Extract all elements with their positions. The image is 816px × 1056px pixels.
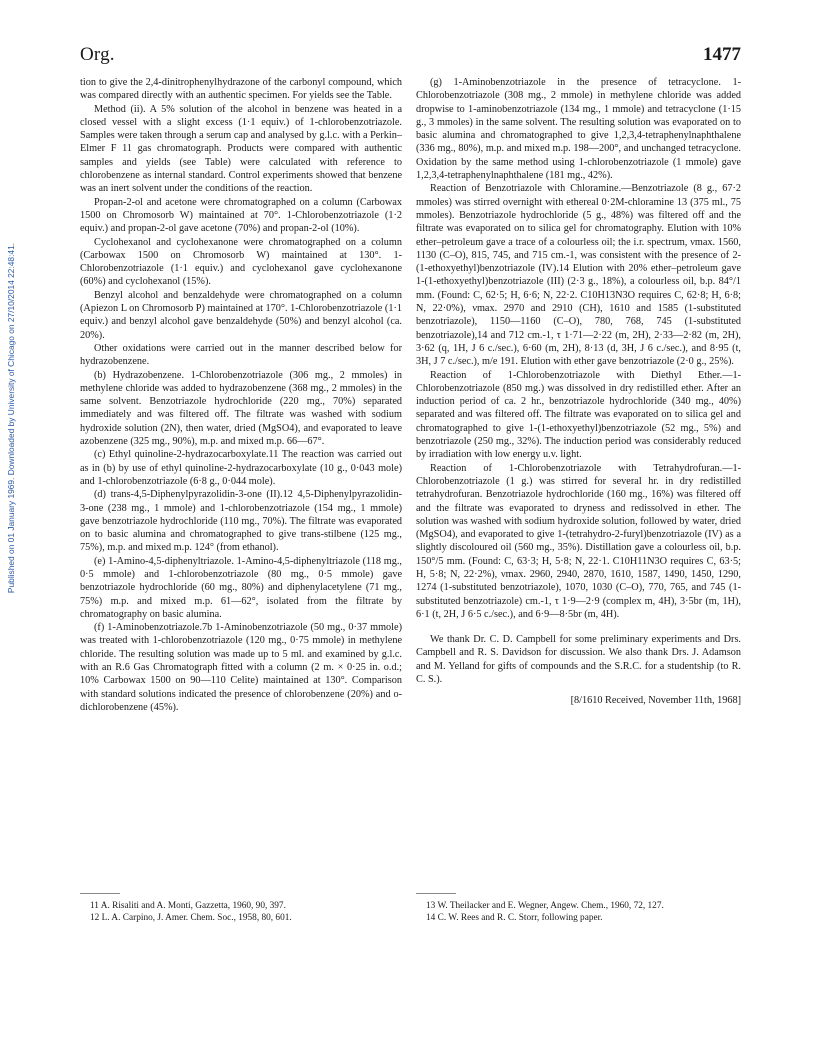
paragraph: tion to give the 2,4-dinitrophenylhydrazone of the carbonyl compound, which was compared directly with an authentic specimen. For yields see the Table. [80, 77, 402, 102]
left-column [80, 76, 402, 714]
journal-section-label: Org. [80, 44, 115, 65]
right-column [416, 76, 741, 708]
acknowledgements: We thank Dr. C. D. Campbell for some preliminary experiments and Drs. Campbell and R. S. Davidson for discussion. We also thank Drs. J. Adamson and M. Yelland for gifts of compounds and the S.R.C. for a studentship (to R. C. S.). [416, 634, 741, 686]
paragraph: (d) trans-4,5-Diphenylpyrazolidin-3-one (II).12 4,5-Diphenylpyrazolidin-3-one (238 mg., 1 mmole) and 1-chlorobenzotriazole (154 mg., 1 mmole) gave benzotriazole hydrochloride (110 mg., 70%). The filtrate was evaporated on to basic alumina and chromatographed to give trans-stilbene (125 mg., 75%), m.p. and mixed m.p. 124° (from ethanol). [80, 489, 402, 554]
download-watermark-text: Published on 01 January 1969. Downloaded by University of Chicago on 27/10/2014 22:48:41. [6, 242, 16, 594]
paragraph: Method (ii). A 5% solution of the alcohol in benzene was heated in a closed vessel with a slight excess (1·1 equiv.) of 1-chlorobenzotriazole. Samples were taken through a serum cap and analysed by g.l.c. with a Perkin–Elmer F 11 gas chromatograph. Products were compared with authentic samples and yields (see Table) were calculated with reference to chlorobenzene as internal standard. Control experiments showed that benzene was an inert solvent under the conditions of the reaction. [80, 103, 402, 195]
paragraph: Reaction of Benzotriazole with Chloramine.—Benzotriazole (8 g., 67·2 mmoles) was stirred overnight with ethereal 0·2M-chloramine 13 (375 ml., 75 mmoles). Benzotriazole hydrochloride (5 g., 48%) was filtered off and the filtrate was evaporated on to silica gel for chromatography. Elution with 10% ether–petroleum gave a trace of a colourless oil; the i.r. spectrum, νmax. 1560, 1130 (C–O), 815, 745, and 715 cm.-1, was consistent with the presence of 2-(1-ethoxyethyl)benzotriazole (IV).14 Elution with 20% ether–petroleum gave 1-(1-ethoxyethyl)benzotriazole (III) (2·3 g., 18%), a colourless oil, b.p. 84°/1 mm. (Found: C, 62·5; H, 6·6; N, 22·2. C10H13N3O requires C, 62·8; H, 6·8; N, 22·0%), νmax. 2970 and 2910 (CH), 1610 and 1585 (1-substituted benzotriazole), 1150—1160 (C–O), 780, 768, 745 (1-substituted benzotriazole),14 and 712 cm.-1, τ 1·71—2·22 (m, 2H), 2·33—2·82 (m, 2H), 3·62 (q, 1H, J 6 c./sec.), 6·60 (m, 2H), 8·13 (d, 3H, J 6 c./sec.), and 8·95 (t, 3H, J 7 c./sec.), m/e 191. Elution with ether gave benzotriazole (2·0 g., 25%). [416, 183, 741, 368]
footnotes-left [80, 901, 402, 925]
paragraph: Reaction of 1-Chlorobenzotriazole with Tetrahydrofuran.—1-Chlorobenzotriazole (1 g.) was stirred for several hr. in dry redistilled tetrahydrofuran. Benzotriazole hydrochloride (160 mg., 16%) was filtered off and the filtrate was evaporated to dryness and redissolved in ether. The solution was washed with sodium hydroxide solution, followed by water, dried (MgSO4), and evaporated to give 1-(tetrahydro-2-furyl)benzotriazole (IV) as a slightly discoloured oil (560 mg., 35%). Distillation gave a colourless oil, b.p. 150°/5 mm. (Found: C, 63·3; H, 5·8; N, 22·1. C10H11N3O requires C, 63·5; H, 5·8; N, 22·2%), νmax. 2960, 2940, 2870, 1610, 1587, 1490, 1450, 1290, 1274 (1-substituted benzotriazole), 1070, 1030 (C–O), 770, 765, and 745 (1-substituted benzotriazole) cm.-1, τ 1·9—2·9 (complex m, 4H), 3·5br (m, 1H), 6·1 (t, 2H, J 6·5 c./sec.), and 6·9—8·5br (m, 4H). [416, 462, 741, 620]
received-date: [8/1610 Received, November 11th, 1968] [570, 695, 741, 707]
footnote-rule [416, 893, 456, 894]
download-watermark [4, 210, 18, 630]
footnote: 11 A. Risaliti and A. Monti, Gazzetta, 1960, 90, 397. [90, 901, 286, 911]
paragraph: Other oxidations were carried out in the manner described below for hydrazobenzene. [80, 342, 402, 368]
paragraph: (e) 1-Amino-4,5-diphenyltriazole. 1-Amino-4,5-diphenyltriazole (118 mg., 0·5 mmole) and 1-chlorobenzotriazole (80 mg., 0·5 mmole) gave benzotriazole hydrochloride (60 mg., 80%) and diphenylacetylene (71 mg., 75%) m.p. and mixed m.p. 61—62°, isolated from the filtrate by chromatography on basic alumina. [80, 555, 402, 620]
footnote: 12 L. A. Carpino, J. Amer. Chem. Soc., 1958, 80, 601. [90, 912, 292, 923]
footnote: 13 W. Theilacker and E. Wegner, Angew. Chem., 1960, 72, 127. [426, 901, 664, 911]
paragraph: (f) 1-Aminobenzotriazole.7b 1-Aminobenzotriazole (50 mg., 0·37 mmole) was treated with 1-chlorobenzotriazole (120 mg., 0·75 mmole) in methylene chloride. The resulting solution was made up to 5 ml. and examined by g.l.c. with an R.6 Gas Chromatograph fitted with a column (2 m. × 0·25 in. o.d.; 10% Carbowax 1500 on 90—110 Celite) maintained at 130°. Comparison with standard solutions indicated the presence of chlorobenzene (20%) and o-dichlorobenzene (45%). [80, 622, 402, 713]
paragraph: Reaction of 1-Chlorobenzotriazole with Diethyl Ether.—1-Chlorobenzotriazole (850 mg.) was dissolved in dry redistilled ether. After an induction period of ca. 2 hr., benzotriazole hydrochloride (340 mg., 40%) separated and was filtered off. The filtrate was evaporated on to silica gel and chromatographed to give 1-(1-ethoxyethyl)benzotriazole (52 mg., 5%) and benzotriazole (250 mg., 32%). The induction period was considerably reduced by irradiation with low energy u.v. light. [416, 369, 741, 461]
footnote: 14 C. W. Rees and R. C. Storr, following paper. [426, 912, 603, 923]
paragraph: (b) Hydrazobenzene. 1-Chlorobenzotriazole (306 mg., 2 mmoles) in methylene chloride was added to hydrazobenzene (368 mg., 2 mmoles) in the same solvent. Benzotriazole hydrochloride (220 mg., 70%) separated immediately and was filtered off. The filtrate was washed with sodium hydroxide solution (2N), then water, dried (MgSO4), and evaporated to leave azobenzene (325 mg., 90%), m.p. and mixed m.p. 66—67°. [80, 369, 402, 448]
paragraph: Benzyl alcohol and benzaldehyde were chromatographed on a column (Apiezon L on Chromosorb P) maintained at 170°. 1-Chlorobenzotriazole (1·1 equiv.) and benzyl alcohol gave benzaldehyde (50%) and benzyl alcohol (ca. 20%). [80, 289, 402, 341]
paragraph: Cyclohexanol and cyclohexanone were chromatographed on a column (Carbowax 1500 on Chromosorb W) maintained at 130°. 1-Chlorobenzotriazole (1·1 equiv.) and cyclohexanol gave cyclohexanone (60%) and cyclohexanol (15%). [80, 236, 402, 288]
paragraph: (c) Ethyl quinoline-2-hydrazocarboxylate.11 The reaction was carried out as in (b) by use of ethyl quinoline-2-hydrazocarboxylate (10 g., 0·043 mole) and 1-chlorobenzotriazole (6·8 g., 0·044 mole). [80, 449, 402, 487]
footnote-rule [80, 893, 120, 894]
paragraph: (g) 1-Aminobenzotriazole in the presence of tetracyclone. 1-Chlorobenzotriazole (308 mg., 2 mmole) in methylene chloride was added dropwise to 1-aminobenzotriazole (134 mg., 1 mmole) and tetracyclone (1·15 g., 3 mmoles) in the same solvent. The resulting solution was evaporated on to basic alumina and chromatographed to give 1,2,3,4-tetraphenylnaphthalene (336 mg., 80%), m.p. and mixed m.p. 198—200°, and unchanged tetracyclone. Oxidation by the same method using 1-chlorobenzotriazole (1 mmole) gave 1,2,3,4-tetraphenylnaphthalene (181 mg., 42%). [416, 77, 741, 182]
footnotes-right [416, 901, 741, 925]
paragraph: Propan-2-ol and acetone were chromatographed on a column (Carbowax 1500 on Chromosorb W) maintained at 70°. 1-Chlorobenzotriazole (1·2 equiv.) and propan-2-ol gave acetone (70%) and propan-2-ol (10%). [80, 196, 402, 235]
page-number: 1477 [703, 44, 741, 65]
